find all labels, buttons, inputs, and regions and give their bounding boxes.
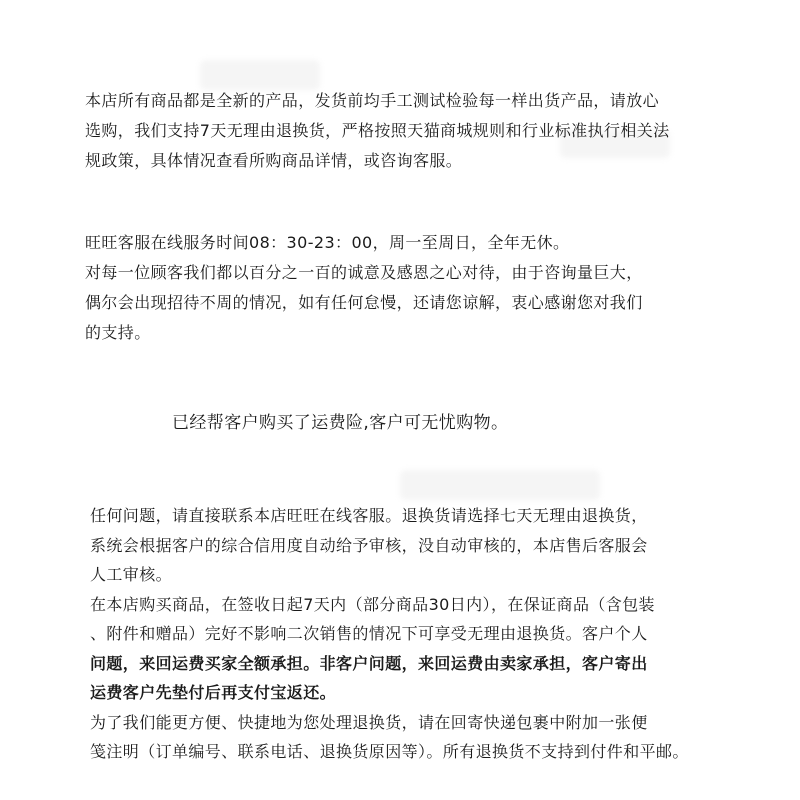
background-smudge (400, 470, 600, 500)
text-line: 任何问题，请直接联系本店旺旺在线客服。退换货请选择七天无理由退换货， (90, 506, 648, 525)
text-line: 系统会根据客户的综合信用度自动给予审核，没自动审核的，本店售后客服会 (90, 535, 648, 555)
text-line: 问题，来回运费买家全额承担。非客户问题，来回运费由卖家承担，客户寄出 (90, 653, 648, 673)
text-line: 本店所有商品都是全新的产品，发货前均手工测试检验每一样出货产品，请放心 (85, 91, 660, 110)
text-line: 的支持。 (85, 323, 151, 342)
text-line: 运费客户先垫付后再支付宝返还。 (90, 683, 337, 702)
returns-policy-paragraph (90, 501, 689, 767)
text-line: 偶尔会出现招待不周的情况，如有任何怠慢，还请您谅解，衷心感谢您对我们 (85, 293, 643, 312)
text-line: 已经帮客户购买了运费险,客户可无忧购物。 (172, 413, 509, 433)
text-line: 笺注明（订单编号、联系电话、退换货原因等）。所有退换货不支持到付件和平邮。 (90, 742, 689, 761)
text-line: 为了我们能更方便、快捷地为您处理退换货，请在回寄快递包裹中附加一张便 (90, 712, 648, 732)
text-line: 对每一位顾客我们都以百分之一百的诚意及感恩之心对待，由于咨询量巨大， (85, 263, 643, 282)
text-line: 在本店购买商品，在签收日起7天内（部分商品30日内），在保证商品（含包装 (90, 594, 655, 614)
text-line: 选购，我们支持7天无理由退换货，严格按照天猫商城规则和行业标准执行相关法 (85, 121, 670, 140)
text-line: 、附件和赠品）完好不影响二次销售的情况下可享受无理由退换货。客户个人 (90, 624, 648, 643)
store-guarantee-paragraph (85, 86, 670, 176)
text-line: 人工审核。 (90, 565, 173, 584)
service-hours-paragraph (85, 228, 643, 348)
text-line: 规政策，具体情况查看所购商品详情，或咨询客服。 (85, 151, 463, 170)
text-line: 旺旺客服在线服务时间08：30-23：00，周一至周日，全年无休。 (85, 233, 570, 252)
shipping-insurance-note (172, 408, 508, 438)
